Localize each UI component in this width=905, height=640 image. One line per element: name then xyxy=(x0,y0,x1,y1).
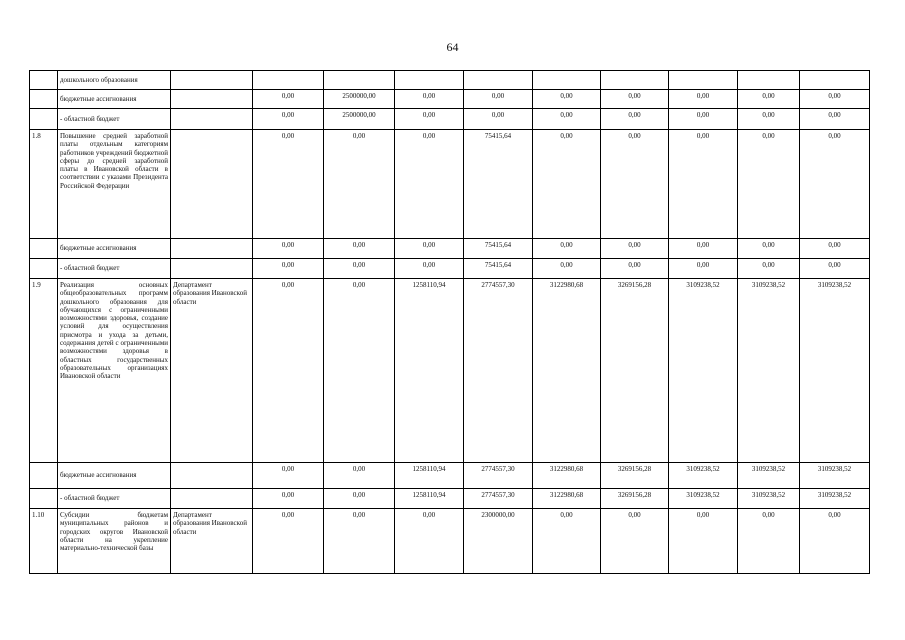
value-cell xyxy=(738,71,800,90)
value-cell xyxy=(669,71,738,90)
value-cell: 0,00 xyxy=(464,109,533,130)
value-cell: 2500000,00 xyxy=(324,90,395,109)
row-code xyxy=(30,463,58,489)
row-executor xyxy=(171,463,253,489)
value-cell: 3109238,52 xyxy=(800,279,870,463)
row-code: 1.9 xyxy=(30,279,58,463)
value-cell: 0,00 xyxy=(601,109,669,130)
value-cell: 0,00 xyxy=(324,259,395,279)
row-executor: Департамент образования Ивановской области xyxy=(171,509,253,574)
value-cell: 0,00 xyxy=(738,259,800,279)
row-executor xyxy=(171,90,253,109)
value-cell: 2500000,00 xyxy=(324,109,395,130)
table-row-measure xyxy=(30,509,870,574)
value-cell: 0,00 xyxy=(253,463,324,489)
value-cell: 0,00 xyxy=(395,259,464,279)
value-cell: 0,00 xyxy=(738,130,800,239)
row-name: Субсидии бюджетам муниципальных районов и городских округов Ивановской области на укрепление материально-технической базы xyxy=(58,509,171,574)
page-number: 64 xyxy=(446,40,459,54)
value-cell: 1258110,94 xyxy=(395,279,464,463)
row-executor: Департамент образования Ивановской области xyxy=(171,279,253,463)
table-row xyxy=(30,71,870,90)
value-cell: 0,00 xyxy=(669,239,738,259)
value-cell: 0,00 xyxy=(669,259,738,279)
value-cell: 0,00 xyxy=(395,239,464,259)
value-cell: 2774557,30 xyxy=(464,463,533,489)
value-cell: 0,00 xyxy=(253,489,324,509)
row-code: 1.10 xyxy=(30,509,58,574)
value-cell: 0,00 xyxy=(533,239,601,259)
row-code xyxy=(30,489,58,509)
value-cell: 0,00 xyxy=(669,130,738,239)
value-cell: 0,00 xyxy=(738,509,800,574)
value-cell: 0,00 xyxy=(324,489,395,509)
table-row xyxy=(30,489,870,509)
value-cell: 0,00 xyxy=(738,109,800,130)
row-executor xyxy=(171,239,253,259)
value-cell: 3109238,52 xyxy=(669,463,738,489)
value-cell: 0,00 xyxy=(669,509,738,574)
value-cell: 75415,64 xyxy=(464,239,533,259)
row-code xyxy=(30,259,58,279)
value-cell: 1258110,94 xyxy=(395,489,464,509)
row-name: - областной бюджет xyxy=(58,109,171,130)
value-cell: 3109238,52 xyxy=(669,489,738,509)
value-cell: 0,00 xyxy=(738,239,800,259)
value-cell xyxy=(533,71,601,90)
value-cell: 3109238,52 xyxy=(800,489,870,509)
value-cell: 3122980,68 xyxy=(533,489,601,509)
value-cell: 0,00 xyxy=(324,239,395,259)
value-cell xyxy=(800,71,870,90)
row-name: Повышение средней заработной платы отдельным категориям работников учреждений бюджетной сферы до средней заработной платы в Ивановской области в соответствии с указами Президента Российской Федерации xyxy=(58,130,171,239)
budget-table xyxy=(29,70,870,574)
table-row-measure xyxy=(30,130,870,239)
row-executor xyxy=(171,109,253,130)
value-cell: 0,00 xyxy=(533,109,601,130)
value-cell xyxy=(464,71,533,90)
value-cell: 0,00 xyxy=(800,109,870,130)
table-row-measure xyxy=(30,279,870,463)
value-cell xyxy=(324,71,395,90)
value-cell: 0,00 xyxy=(395,509,464,574)
value-cell: 0,00 xyxy=(253,509,324,574)
value-cell: 0,00 xyxy=(324,509,395,574)
value-cell: 0,00 xyxy=(601,509,669,574)
value-cell: 3109238,52 xyxy=(800,463,870,489)
value-cell: 75415,64 xyxy=(464,130,533,239)
value-cell: 0,00 xyxy=(395,130,464,239)
value-cell: 3122980,68 xyxy=(533,463,601,489)
row-name: бюджетные ассигнования xyxy=(58,239,171,259)
value-cell: 3109238,52 xyxy=(738,463,800,489)
row-name: Реализация основных общеобразовательных программ дошкольного образования для обучающихся с ограниченными возможностями здоровья, создание условий для осуществления присмотра и ухода за детьми, содержания детей с ограниченными возможностями здоровья в областных государственных образовательных организациях Ивановской области xyxy=(58,279,171,463)
value-cell: 0,00 xyxy=(738,90,800,109)
value-cell: 3269156,28 xyxy=(601,489,669,509)
value-cell: 2774557,30 xyxy=(464,279,533,463)
row-executor xyxy=(171,130,253,239)
value-cell: 0,00 xyxy=(601,90,669,109)
value-cell: 3269156,28 xyxy=(601,279,669,463)
value-cell: 0,00 xyxy=(253,90,324,109)
row-name: - областной бюджет xyxy=(58,489,171,509)
value-cell: 0,00 xyxy=(324,279,395,463)
value-cell: 0,00 xyxy=(253,279,324,463)
value-cell: 1258110,94 xyxy=(395,463,464,489)
value-cell: 0,00 xyxy=(395,90,464,109)
value-cell xyxy=(395,71,464,90)
value-cell: 0,00 xyxy=(324,130,395,239)
row-name: дошкольного образования xyxy=(58,71,171,90)
value-cell: 2774557,30 xyxy=(464,489,533,509)
table-row xyxy=(30,239,870,259)
value-cell: 0,00 xyxy=(800,130,870,239)
value-cell: 0,00 xyxy=(253,109,324,130)
value-cell: 0,00 xyxy=(669,109,738,130)
value-cell: 0,00 xyxy=(800,90,870,109)
row-code xyxy=(30,109,58,130)
value-cell: 3269156,28 xyxy=(601,463,669,489)
value-cell xyxy=(601,71,669,90)
row-name: бюджетные ассигнования xyxy=(58,90,171,109)
table-row xyxy=(30,109,870,130)
row-executor xyxy=(171,489,253,509)
row-name: - областной бюджет xyxy=(58,259,171,279)
value-cell: 0,00 xyxy=(601,259,669,279)
value-cell: 0,00 xyxy=(253,130,324,239)
value-cell: 0,00 xyxy=(800,509,870,574)
value-cell: 0,00 xyxy=(395,109,464,130)
table-row xyxy=(30,90,870,109)
value-cell: 0,00 xyxy=(601,239,669,259)
value-cell: 2300000,00 xyxy=(464,509,533,574)
value-cell: 0,00 xyxy=(533,130,601,239)
value-cell xyxy=(253,71,324,90)
table-row xyxy=(30,259,870,279)
value-cell: 0,00 xyxy=(601,130,669,239)
value-cell: 0,00 xyxy=(253,239,324,259)
value-cell: 3109238,52 xyxy=(738,489,800,509)
row-code xyxy=(30,90,58,109)
value-cell: 0,00 xyxy=(669,90,738,109)
row-executor xyxy=(171,259,253,279)
value-cell: 0,00 xyxy=(533,90,601,109)
row-code xyxy=(30,71,58,90)
value-cell: 3109238,52 xyxy=(738,279,800,463)
value-cell: 3109238,52 xyxy=(669,279,738,463)
value-cell: 0,00 xyxy=(800,259,870,279)
row-name: бюджетные ассигнования xyxy=(58,463,171,489)
value-cell: 0,00 xyxy=(533,509,601,574)
row-code xyxy=(30,239,58,259)
value-cell: 0,00 xyxy=(464,90,533,109)
value-cell: 0,00 xyxy=(800,239,870,259)
value-cell: 75415,64 xyxy=(464,259,533,279)
value-cell: 0,00 xyxy=(253,259,324,279)
row-code: 1.8 xyxy=(30,130,58,239)
value-cell: 0,00 xyxy=(533,259,601,279)
table-row xyxy=(30,463,870,489)
value-cell: 0,00 xyxy=(324,463,395,489)
value-cell: 3122980,68 xyxy=(533,279,601,463)
row-executor xyxy=(171,71,253,90)
